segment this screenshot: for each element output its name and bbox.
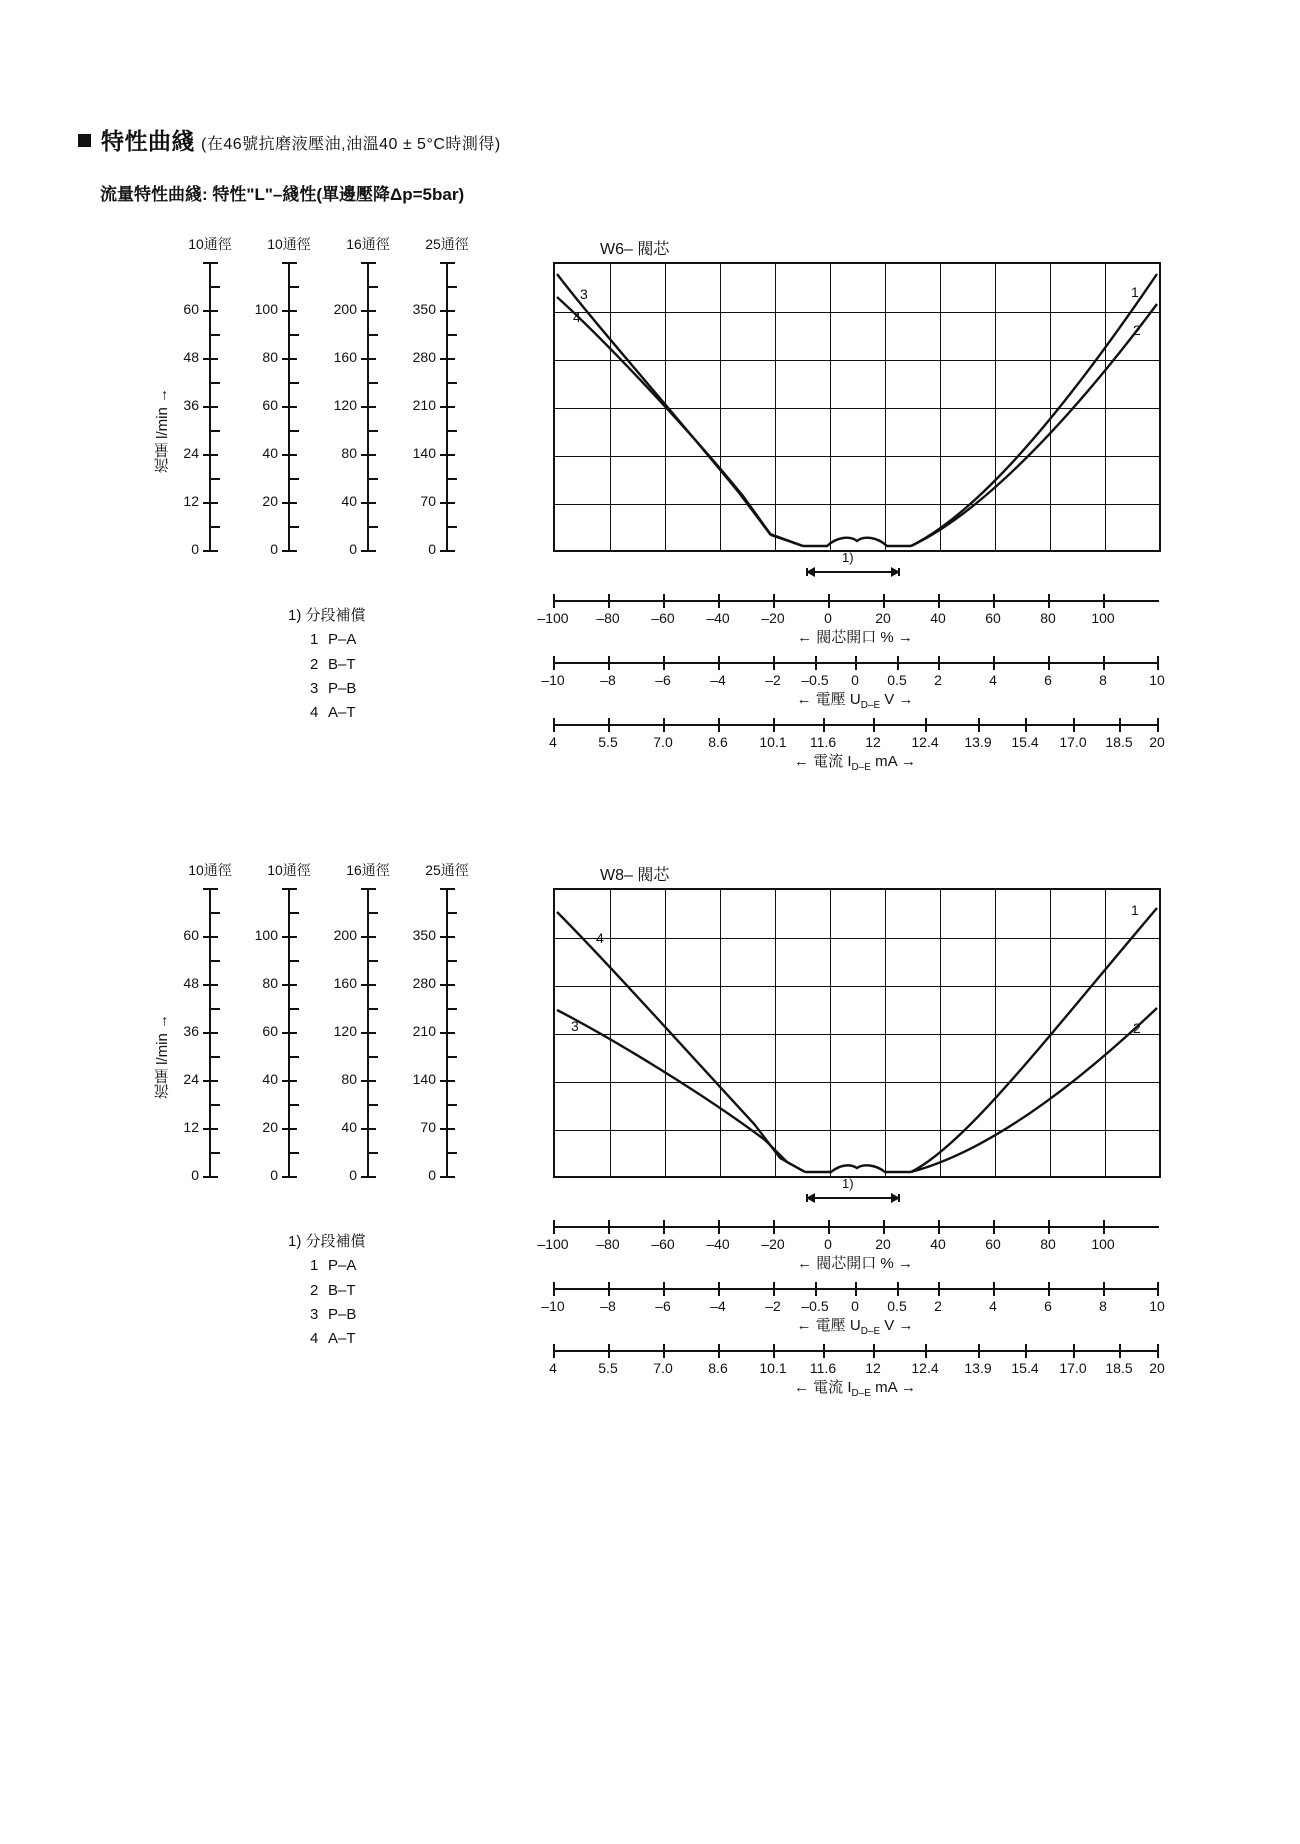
section-subtitle: 流量特性曲綫: 特性"L"–綫性(單邊壓降Δp=5bar) <box>100 185 465 204</box>
y-tick-label: 350 <box>412 301 436 317</box>
y-scale-10b-w6 <box>254 236 311 557</box>
legend-item: 3 P–B <box>310 679 357 697</box>
y-tick-label: 140 <box>412 1071 436 1087</box>
x-tick-label: 12.4 <box>911 1360 939 1376</box>
x-axis-caption-voltage-w8: ← 電壓 $U_{D-E}$ V → <box>796 1317 914 1337</box>
x-tick-label: 60 <box>985 610 1001 626</box>
y-tick-label: 80 <box>262 975 278 991</box>
x-axis-voltage-w8 <box>541 1288 1165 1314</box>
x-tick-label: –10 <box>541 672 565 688</box>
x-tick-label: 12.4 <box>911 734 939 750</box>
x-axis-voltage-w6 <box>541 662 1165 688</box>
x-tick-label: –0.5 <box>801 1298 829 1314</box>
y-tick-label: 24 <box>183 445 199 461</box>
y-scale-caption: 16通徑 <box>346 236 390 252</box>
x-tick-label: 18.5 <box>1105 734 1133 750</box>
y-tick-label: 120 <box>333 397 357 413</box>
y-tick-label: 0 <box>428 1167 436 1183</box>
x-tick-label: 13.9 <box>964 734 992 750</box>
x-tick-label: –2 <box>765 1298 781 1314</box>
x-tick-label: 2 <box>934 1298 942 1314</box>
x-tick-label: 0 <box>851 672 859 688</box>
x-tick-label: –100 <box>537 610 569 626</box>
y-scale-16-w6 <box>333 236 390 557</box>
chart-title-w6: W6– 閥芯 <box>600 241 670 258</box>
y-tick-label: 160 <box>333 975 357 991</box>
y-tick-label: 100 <box>254 927 278 943</box>
x-tick-label: –80 <box>596 1236 620 1252</box>
y-tick-label: 12 <box>183 1119 199 1135</box>
x-tick-label: 20 <box>875 610 891 626</box>
legend-item: 4 A–T <box>310 704 356 722</box>
y-tick-label: 20 <box>262 493 278 509</box>
y-tick-label: 60 <box>262 1023 278 1039</box>
y-tick-label: 40 <box>341 1119 357 1135</box>
plot-area-w8 <box>553 888 1161 1178</box>
note-marker-w8: 1) <box>842 1176 854 1191</box>
y-tick-label: 0 <box>191 1167 199 1183</box>
y-scale-caption: 25通徑 <box>425 862 469 878</box>
x-tick-label: 80 <box>1040 1236 1056 1252</box>
x-tick-label: 11.6 <box>809 734 837 750</box>
x-tick-label: 5.5 <box>598 734 618 750</box>
y-tick-label: 210 <box>412 397 436 413</box>
y-scale-25-w8 <box>412 862 469 1183</box>
y-tick-label: 36 <box>183 1023 199 1039</box>
x-tick-label: –2 <box>765 672 781 688</box>
y-scale-16-w8 <box>333 862 390 1183</box>
x-tick-label: –40 <box>706 1236 730 1252</box>
y-tick-label: 160 <box>333 349 357 365</box>
legend-w8 <box>288 1230 366 1351</box>
y-tick-label: 70 <box>420 1119 436 1135</box>
y-tick-label: 60 <box>183 927 199 943</box>
x-tick-label: 10.1 <box>759 734 787 750</box>
x-tick-label: 15.4 <box>1011 734 1039 750</box>
x-tick-label: 100 <box>1091 1236 1115 1252</box>
curve-label-1-w8: 1 <box>1131 902 1139 918</box>
curve-label-4-w6: 4 <box>573 309 581 325</box>
x-tick-label: 4 <box>989 672 997 688</box>
x-tick-label: –0.5 <box>801 672 829 688</box>
chart-title-w8: W8– 閥芯 <box>600 867 670 884</box>
x-tick-label: 20 <box>1149 1360 1165 1376</box>
x-tick-label: 15.4 <box>1011 1360 1039 1376</box>
legend-title: 1) 分段補償 <box>288 607 366 624</box>
x-tick-label: 7.0 <box>653 734 673 750</box>
note-marker-w6: 1) <box>842 550 854 565</box>
x-tick-label: 6 <box>1044 1298 1052 1314</box>
x-tick-label: 8.6 <box>708 734 728 750</box>
x-tick-label: 100 <box>1091 610 1115 626</box>
x-axis-current-w6 <box>549 724 1165 750</box>
legend-title: 1) 分段補償 <box>288 1233 366 1250</box>
curve-label-3-w8: 3 <box>571 1018 579 1034</box>
x-axis-caption-spool-w8: ← 閥芯開口 % → <box>797 1255 913 1272</box>
y-tick-label: 0 <box>349 541 357 557</box>
y-tick-label: 70 <box>420 493 436 509</box>
x-tick-label: 10 <box>1149 1298 1165 1314</box>
y-tick-label: 40 <box>341 493 357 509</box>
y-tick-label: 36 <box>183 397 199 413</box>
x-axis-caption-current-w8: ← 電流 $I_{D-E}$ mA → <box>794 1379 916 1399</box>
x-tick-label: 20 <box>1149 734 1165 750</box>
x-tick-label: 8.6 <box>708 1360 728 1376</box>
y-tick-label: 120 <box>333 1023 357 1039</box>
y-axis-label-w6: 流量 l/min → <box>154 388 171 474</box>
y-tick-label: 80 <box>341 445 357 461</box>
x-tick-label: 0 <box>824 610 832 626</box>
x-tick-label: 6 <box>1044 672 1052 688</box>
y-tick-label: 350 <box>412 927 436 943</box>
x-tick-label: 11.6 <box>809 1360 837 1376</box>
page-title-text: 特性曲綫 <box>101 128 195 154</box>
bullet-square-icon <box>78 134 91 147</box>
x-tick-label: –60 <box>651 1236 675 1252</box>
legend-w6 <box>288 604 366 725</box>
legend-item: 4 A–T <box>310 1330 356 1348</box>
x-tick-label: –100 <box>537 1236 569 1252</box>
x-tick-label: 8 <box>1099 1298 1107 1314</box>
curve-label-2-w8: 2 <box>1133 1020 1141 1036</box>
x-tick-label: 7.0 <box>653 1360 673 1376</box>
y-tick-label: 0 <box>270 541 278 557</box>
y-tick-label: 40 <box>262 445 278 461</box>
y-axis-label-w8: 流量 l/min → <box>154 1014 171 1100</box>
y-tick-label: 0 <box>428 541 436 557</box>
y-tick-label: 12 <box>183 493 199 509</box>
page-title <box>78 123 501 156</box>
curve-label-3-w6: 3 <box>580 286 588 302</box>
y-tick-label: 20 <box>262 1119 278 1135</box>
x-tick-label: –80 <box>596 610 620 626</box>
y-scale-10a-w8 <box>183 862 232 1183</box>
y-tick-label: 210 <box>412 1023 436 1039</box>
y-tick-label: 80 <box>341 1071 357 1087</box>
legend-item: 3 P–B <box>310 1305 357 1323</box>
x-tick-label: –6 <box>655 1298 671 1314</box>
x-tick-label: 8 <box>1099 672 1107 688</box>
y-tick-label: 280 <box>412 975 436 991</box>
x-tick-label: 10.1 <box>759 1360 787 1376</box>
x-axis-caption-current-w6: ← 電流 $I_{D-E}$ mA → <box>794 753 916 773</box>
y-tick-label: 0 <box>349 1167 357 1183</box>
x-tick-label: 60 <box>985 1236 1001 1252</box>
y-tick-label: 0 <box>191 541 199 557</box>
legend-item: 2 B–T <box>310 1281 356 1299</box>
y-tick-label: 48 <box>183 975 199 991</box>
curve-label-2-w6: 2 <box>1133 322 1141 338</box>
x-tick-label: –6 <box>655 672 671 688</box>
x-axis-caption-spool-w6: ← 閥芯開口 % → <box>797 629 913 646</box>
x-tick-label: –20 <box>761 1236 785 1252</box>
y-scale-25-w6 <box>412 236 469 557</box>
x-tick-label: –8 <box>600 672 616 688</box>
note-arrow-w6 <box>806 571 900 573</box>
x-tick-label: –40 <box>706 610 730 626</box>
y-scale-caption: 10通徑 <box>267 862 311 878</box>
x-tick-label: 40 <box>930 1236 946 1252</box>
x-tick-label: –4 <box>710 672 726 688</box>
curve-label-1-w6: 1 <box>1131 284 1139 300</box>
x-tick-label: 20 <box>875 1236 891 1252</box>
legend-item: 1 P–A <box>310 1257 357 1275</box>
y-tick-label: 24 <box>183 1071 199 1087</box>
y-scale-caption: 16通徑 <box>346 862 390 878</box>
y-scale-10b-w8 <box>254 862 311 1183</box>
y-tick-label: 200 <box>333 301 357 317</box>
x-axis-spool-w8 <box>537 1226 1159 1252</box>
legend-item: 1 P–A <box>310 631 357 649</box>
curves-w8 <box>555 890 1159 1176</box>
y-tick-label: 60 <box>262 397 278 413</box>
y-tick-label: 0 <box>270 1167 278 1183</box>
x-tick-label: 13.9 <box>964 1360 992 1376</box>
x-tick-label: 4 <box>549 1360 557 1376</box>
x-tick-label: 17.0 <box>1059 734 1087 750</box>
x-tick-label: 4 <box>989 1298 997 1314</box>
x-axis-current-w8 <box>549 1350 1165 1376</box>
y-tick-label: 100 <box>254 301 278 317</box>
y-scale-caption: 10通徑 <box>188 862 232 878</box>
x-tick-label: 18.5 <box>1105 1360 1133 1376</box>
x-tick-label: 2 <box>934 672 942 688</box>
page-title-note: (在46號抗磨液壓油,油溫40 ± 5°C時測得) <box>201 136 501 153</box>
y-scale-caption: 10通徑 <box>267 236 311 252</box>
y-tick-label: 200 <box>333 927 357 943</box>
x-tick-label: 0 <box>824 1236 832 1252</box>
y-tick-label: 48 <box>183 349 199 365</box>
x-tick-label: 0 <box>851 1298 859 1314</box>
y-tick-label: 280 <box>412 349 436 365</box>
x-tick-label: 80 <box>1040 610 1056 626</box>
y-scale-caption: 10通徑 <box>188 236 232 252</box>
x-tick-label: 0.5 <box>887 672 907 688</box>
x-tick-label: 17.0 <box>1059 1360 1087 1376</box>
x-tick-label: 10 <box>1149 672 1165 688</box>
x-tick-label: 0.5 <box>887 1298 907 1314</box>
y-scale-10a-w6 <box>183 236 232 557</box>
legend-item: 2 B–T <box>310 655 356 673</box>
x-tick-label: 40 <box>930 610 946 626</box>
x-tick-label: 5.5 <box>598 1360 618 1376</box>
x-tick-label: –8 <box>600 1298 616 1314</box>
y-tick-label: 60 <box>183 301 199 317</box>
x-axis-caption-voltage-w6: ← 電壓 $U_{D-E}$ V → <box>796 691 914 711</box>
x-tick-label: –60 <box>651 610 675 626</box>
x-tick-label: 4 <box>549 734 557 750</box>
y-tick-label: 80 <box>262 349 278 365</box>
x-tick-label: –4 <box>710 1298 726 1314</box>
x-axis-spool-w6 <box>537 600 1159 626</box>
x-tick-label: –10 <box>541 1298 565 1314</box>
y-scale-caption: 25通徑 <box>425 236 469 252</box>
plot-area-w6 <box>553 262 1161 552</box>
x-tick-label: 12 <box>865 1360 881 1376</box>
x-tick-label: –20 <box>761 610 785 626</box>
curve-label-4-w8: 4 <box>596 930 604 946</box>
note-arrow-w8 <box>806 1197 900 1199</box>
y-tick-label: 40 <box>262 1071 278 1087</box>
y-tick-label: 140 <box>412 445 436 461</box>
curves-w6 <box>555 264 1159 550</box>
x-tick-label: 12 <box>865 734 881 750</box>
